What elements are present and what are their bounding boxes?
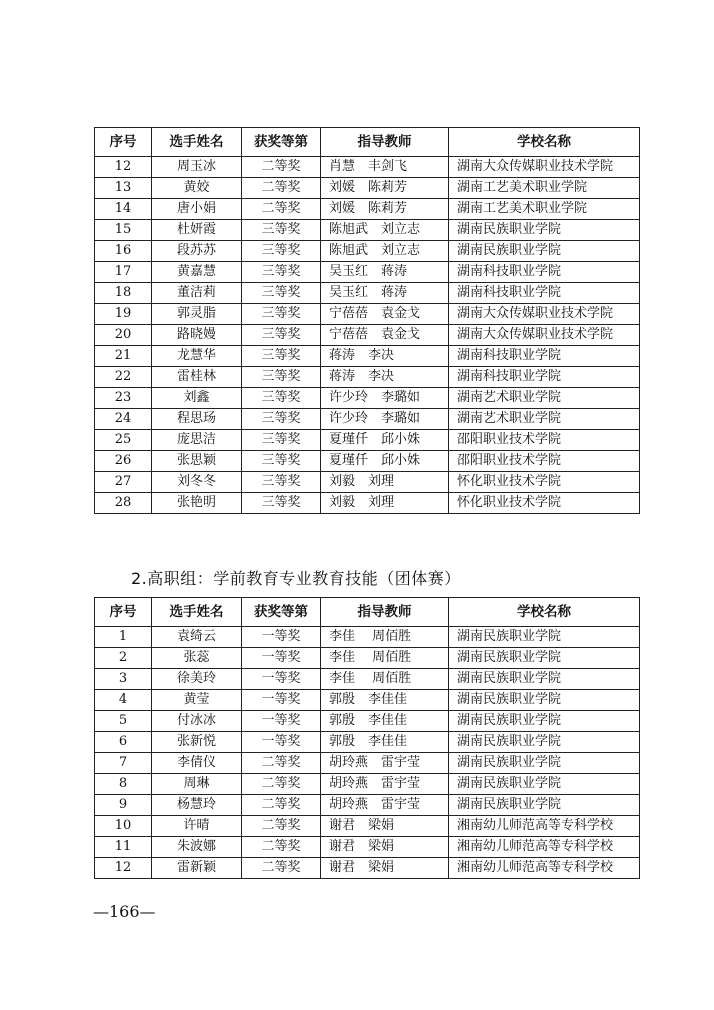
teacher-cell: 许少玲 李璐如	[321, 409, 449, 430]
name-cell: 许晴	[152, 816, 242, 837]
award-cell: 一等奖	[242, 648, 321, 669]
award-cell: 二等奖	[242, 858, 321, 879]
teacher-cell: 谢君 梁娟	[321, 837, 449, 858]
award-cell: 三等奖	[242, 220, 321, 241]
school-cell: 湖南科技职业学院	[449, 367, 640, 388]
name-cell: 程思玚	[152, 409, 242, 430]
award-cell: 二等奖	[242, 816, 321, 837]
seq-cell: 1	[95, 627, 152, 648]
header-seq: 序号	[95, 598, 152, 627]
table-row	[95, 816, 640, 837]
table-row	[95, 753, 640, 774]
seq-cell: 4	[95, 690, 152, 711]
award-cell: 一等奖	[242, 732, 321, 753]
school-cell: 湖南科技职业学院	[449, 283, 640, 304]
seq-cell: 26	[95, 451, 152, 472]
school-cell: 湖南艺术职业学院	[449, 409, 640, 430]
table-row	[95, 774, 640, 795]
seq-cell: 11	[95, 837, 152, 858]
table-row	[95, 472, 640, 493]
seq-cell: 28	[95, 493, 152, 514]
award-cell: 三等奖	[242, 262, 321, 283]
seq-cell: 19	[95, 304, 152, 325]
name-cell: 董洁莉	[152, 283, 242, 304]
name-cell: 龙慧华	[152, 346, 242, 367]
table-row	[95, 157, 640, 178]
teacher-cell: 刘毅 刘理	[321, 472, 449, 493]
table-row	[95, 409, 640, 430]
teacher-cell: 蒋涛 李决	[321, 346, 449, 367]
teacher-cell: 李佳 周佰胜	[321, 669, 449, 690]
seq-cell: 22	[95, 367, 152, 388]
header-name: 选手姓名	[152, 598, 242, 627]
seq-cell: 2	[95, 648, 152, 669]
name-cell: 黄嘉慧	[152, 262, 242, 283]
seq-cell: 7	[95, 753, 152, 774]
seq-cell: 9	[95, 795, 152, 816]
school-cell: 湖南民族职业学院	[449, 241, 640, 262]
name-cell: 张艳明	[152, 493, 242, 514]
section-heading: 2.高职组：学前教育专业教育技能（团体赛）	[131, 569, 461, 588]
teacher-cell: 吴玉红 蒋涛	[321, 283, 449, 304]
header-seq: 序号	[95, 128, 152, 157]
award-cell: 三等奖	[242, 472, 321, 493]
name-cell: 郭灵脂	[152, 304, 242, 325]
teacher-cell: 刘媛 陈莉芳	[321, 199, 449, 220]
name-cell: 雷桂林	[152, 367, 242, 388]
name-cell: 袁绮云	[152, 627, 242, 648]
award-cell: 二等奖	[242, 837, 321, 858]
seq-cell: 25	[95, 430, 152, 451]
table-row	[95, 304, 640, 325]
teacher-cell: 胡玲燕 雷宇莹	[321, 774, 449, 795]
school-cell: 湖南民族职业学院	[449, 795, 640, 816]
school-cell: 湖南民族职业学院	[449, 220, 640, 241]
seq-cell: 12	[95, 157, 152, 178]
seq-cell: 16	[95, 241, 152, 262]
table-row	[95, 241, 640, 262]
teacher-cell: 李佳 周佰胜	[321, 648, 449, 669]
seq-cell: 18	[95, 283, 152, 304]
table-row	[95, 283, 640, 304]
teacher-cell: 夏瑾仟 邱小姝	[321, 430, 449, 451]
award-cell: 一等奖	[242, 690, 321, 711]
seq-cell: 10	[95, 816, 152, 837]
name-cell: 路晓嫚	[152, 325, 242, 346]
name-cell: 张思颖	[152, 451, 242, 472]
award-cell: 一等奖	[242, 711, 321, 732]
table-row	[95, 837, 640, 858]
name-cell: 张新悦	[152, 732, 242, 753]
award-cell: 三等奖	[242, 388, 321, 409]
teacher-cell: 谢君 梁娟	[321, 858, 449, 879]
teacher-cell: 郭殷 李佳佳	[321, 690, 449, 711]
award-cell: 二等奖	[242, 199, 321, 220]
award-table-1	[94, 127, 640, 514]
school-cell: 湖南科技职业学院	[449, 346, 640, 367]
school-cell: 湖南民族职业学院	[449, 648, 640, 669]
seq-cell: 21	[95, 346, 152, 367]
name-cell: 李倩仪	[152, 753, 242, 774]
seq-cell: 5	[95, 711, 152, 732]
teacher-cell: 宁蓓蓓 袁金戈	[321, 325, 449, 346]
teacher-cell: 刘媛 陈莉芳	[321, 178, 449, 199]
award-cell: 三等奖	[242, 493, 321, 514]
award-cell: 一等奖	[242, 627, 321, 648]
award-cell: 三等奖	[242, 430, 321, 451]
table-row	[95, 493, 640, 514]
school-cell: 湖南大众传媒职业技术学院	[449, 157, 640, 178]
school-cell: 怀化职业技术学院	[449, 472, 640, 493]
name-cell: 刘冬冬	[152, 472, 242, 493]
school-cell: 湖南科技职业学院	[449, 262, 640, 283]
award-cell: 二等奖	[242, 753, 321, 774]
school-cell: 湖南工艺美术职业学院	[449, 178, 640, 199]
school-cell: 湖南民族职业学院	[449, 732, 640, 753]
name-cell: 段苏苏	[152, 241, 242, 262]
award-cell: 二等奖	[242, 795, 321, 816]
teacher-cell: 陈旭武 刘立志	[321, 220, 449, 241]
school-cell: 邵阳职业技术学院	[449, 451, 640, 472]
teacher-cell: 夏瑾仟 邱小姝	[321, 451, 449, 472]
award-table-2	[94, 597, 640, 879]
table-row	[95, 325, 640, 346]
header-award: 获奖等第	[242, 598, 321, 627]
school-cell: 邵阳职业技术学院	[449, 430, 640, 451]
seq-cell: 24	[95, 409, 152, 430]
header-teacher: 指导教师	[321, 598, 449, 627]
table-row	[95, 220, 640, 241]
teacher-cell: 谢君 梁娟	[321, 816, 449, 837]
header-award: 获奖等第	[242, 128, 321, 157]
award-cell: 三等奖	[242, 304, 321, 325]
school-cell: 湖南民族职业学院	[449, 711, 640, 732]
seq-cell: 14	[95, 199, 152, 220]
teacher-cell: 郭殷 李佳佳	[321, 711, 449, 732]
seq-cell: 23	[95, 388, 152, 409]
teacher-cell: 蒋涛 李决	[321, 367, 449, 388]
table-row	[95, 858, 640, 879]
award-cell: 二等奖	[242, 774, 321, 795]
award-cell: 三等奖	[242, 241, 321, 262]
teacher-cell: 刘毅 刘理	[321, 493, 449, 514]
award-cell: 三等奖	[242, 409, 321, 430]
teacher-cell: 李佳 周佰胜	[321, 627, 449, 648]
name-cell: 周玉冰	[152, 157, 242, 178]
award-cell: 二等奖	[242, 157, 321, 178]
teacher-cell: 胡玲燕 雷宇莹	[321, 795, 449, 816]
table-row	[95, 262, 640, 283]
name-cell: 黄莹	[152, 690, 242, 711]
table-row	[95, 178, 640, 199]
table-row	[95, 669, 640, 690]
name-cell: 徐美玲	[152, 669, 242, 690]
award-cell: 三等奖	[242, 325, 321, 346]
header-name: 选手姓名	[152, 128, 242, 157]
school-cell: 湖南大众传媒职业技术学院	[449, 325, 640, 346]
school-cell: 湘南幼儿师范高等专科学校	[449, 858, 640, 879]
table-row	[95, 711, 640, 732]
seq-cell: 13	[95, 178, 152, 199]
name-cell: 唐小娟	[152, 199, 242, 220]
teacher-cell: 胡玲燕 雷宇莹	[321, 753, 449, 774]
seq-cell: 6	[95, 732, 152, 753]
page-number: —166—	[93, 902, 156, 921]
table-row	[95, 690, 640, 711]
school-cell: 湖南大众传媒职业技术学院	[449, 304, 640, 325]
seq-cell: 8	[95, 774, 152, 795]
name-cell: 朱波娜	[152, 837, 242, 858]
award-cell: 三等奖	[242, 451, 321, 472]
table-row	[95, 367, 640, 388]
table-row	[95, 199, 640, 220]
school-cell: 湖南民族职业学院	[449, 753, 640, 774]
header-school: 学校名称	[449, 128, 640, 157]
school-cell: 湖南民族职业学院	[449, 627, 640, 648]
school-cell: 湖南民族职业学院	[449, 669, 640, 690]
seq-cell: 12	[95, 858, 152, 879]
seq-cell: 20	[95, 325, 152, 346]
table-row	[95, 388, 640, 409]
name-cell: 雷新颖	[152, 858, 242, 879]
teacher-cell: 陈旭武 刘立志	[321, 241, 449, 262]
seq-cell: 17	[95, 262, 152, 283]
school-cell: 湘南幼儿师范高等专科学校	[449, 816, 640, 837]
header-school: 学校名称	[449, 598, 640, 627]
name-cell: 庞思洁	[152, 430, 242, 451]
table-row	[95, 346, 640, 367]
school-cell: 湖南民族职业学院	[449, 690, 640, 711]
award-cell: 二等奖	[242, 178, 321, 199]
table-header-row	[95, 598, 640, 627]
award-cell: 一等奖	[242, 669, 321, 690]
award-cell: 三等奖	[242, 367, 321, 388]
name-cell: 黄姣	[152, 178, 242, 199]
name-cell: 杜妍霞	[152, 220, 242, 241]
name-cell: 周琳	[152, 774, 242, 795]
table-header-row	[95, 128, 640, 157]
award-cell: 三等奖	[242, 346, 321, 367]
seq-cell: 3	[95, 669, 152, 690]
table-row	[95, 795, 640, 816]
table-row	[95, 732, 640, 753]
award-cell: 三等奖	[242, 283, 321, 304]
school-cell: 怀化职业技术学院	[449, 493, 640, 514]
seq-cell: 27	[95, 472, 152, 493]
header-teacher: 指导教师	[321, 128, 449, 157]
school-cell: 湖南民族职业学院	[449, 774, 640, 795]
table-row	[95, 451, 640, 472]
table-row	[95, 648, 640, 669]
school-cell: 湖南工艺美术职业学院	[449, 199, 640, 220]
table-row	[95, 627, 640, 648]
teacher-cell: 吴玉红 蒋涛	[321, 262, 449, 283]
name-cell: 付冰冰	[152, 711, 242, 732]
teacher-cell: 郭殷 李佳佳	[321, 732, 449, 753]
teacher-cell: 许少玲 李璐如	[321, 388, 449, 409]
name-cell: 刘鑫	[152, 388, 242, 409]
name-cell: 张蕊	[152, 648, 242, 669]
school-cell: 湖南艺术职业学院	[449, 388, 640, 409]
teacher-cell: 肖慧 丰剑飞	[321, 157, 449, 178]
table-row	[95, 430, 640, 451]
seq-cell: 15	[95, 220, 152, 241]
school-cell: 湘南幼儿师范高等专科学校	[449, 837, 640, 858]
name-cell: 杨慧玲	[152, 795, 242, 816]
teacher-cell: 宁蓓蓓 袁金戈	[321, 304, 449, 325]
